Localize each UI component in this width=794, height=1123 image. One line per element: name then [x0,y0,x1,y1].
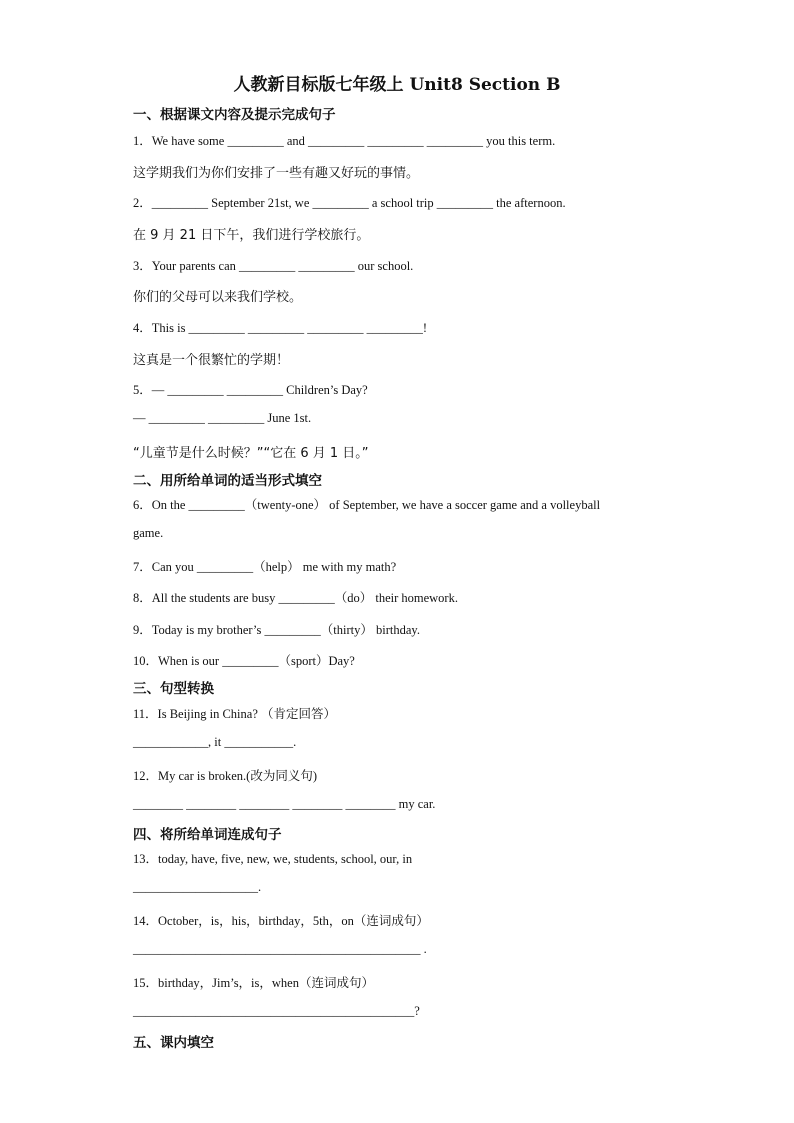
chinese-hint: 在 9 月 21 日下午，我们进行学校旅行。 [133,228,370,243]
question-line: 1．We have some _________ and _________ _________ _________ you this term. [133,134,556,148]
chinese-hint: 这真是一个很繁忙的学期！ [133,353,290,368]
question-line: 15．birthday，Jim’s，is，when（连词成句） [133,976,374,990]
section-heading: 四、将所给单词连成句子 [133,827,282,843]
question-line: 3．Your parents can _________ _________ our school. [133,259,414,273]
question-line: ____________, it ___________. [133,735,297,749]
question-line: ____________________. [133,880,262,894]
chinese-hint: 你们的父母可以来我们学校。 [133,290,303,305]
question-line: 8．All the students are busy _________（do） their homework. [133,591,458,605]
question-line: ______________________________________________ . [133,942,427,956]
chinese-hint: “儿童节是什么时候？”“它在 6 月 1 日。” [133,446,369,461]
question-line: 6．On the _________（twenty-one） of September, we have a soccer game and a volleyball [133,498,601,512]
question-line: 14．October，is，his，birthday，5th，on（连词成句） [133,914,429,928]
section-heading: 一、根据课文内容及提示完成句子 [133,107,336,123]
question-line: _____________________________________________? [133,1004,420,1018]
section-heading: 五、课内填空 [133,1035,214,1051]
question-line: 11．Is Beijing in China? （肯定回答） [133,707,336,721]
question-line: 12．My car is broken.(改为同义句) [133,769,317,783]
page-title: 人教新目标版七年级上 Unit8 Section B [233,75,561,95]
question-line: 4．This is _________ _________ _________ _________! [133,321,428,335]
question-line: 7．Can you _________（help） me with my math? [133,560,397,574]
question-line: 13．today, have, five, new, we, students, school, our, in [133,852,413,866]
question-line: 10．When is our _________（sport）Day? [133,654,355,668]
question-line: — _________ _________ June 1st. [133,411,312,425]
question-line: 2．_________ September 21st, we _________ a school trip _________ the afternoon. [133,196,566,210]
chinese-hint: 这学期我们为你们安排了一些有趣又好玩的事情。 [133,166,420,181]
question-line: 9．Today is my brother’s _________（thirty） birthday. [133,623,420,637]
question-line: 5．— _________ _________ Children’s Day? [133,383,368,397]
question-line: game. [133,526,164,540]
section-heading: 三、句型转换 [133,681,214,697]
question-line: ________ ________ ________ ________ ________ my car. [133,797,436,811]
section-heading: 二、用所给单词的适当形式填空 [133,473,322,489]
